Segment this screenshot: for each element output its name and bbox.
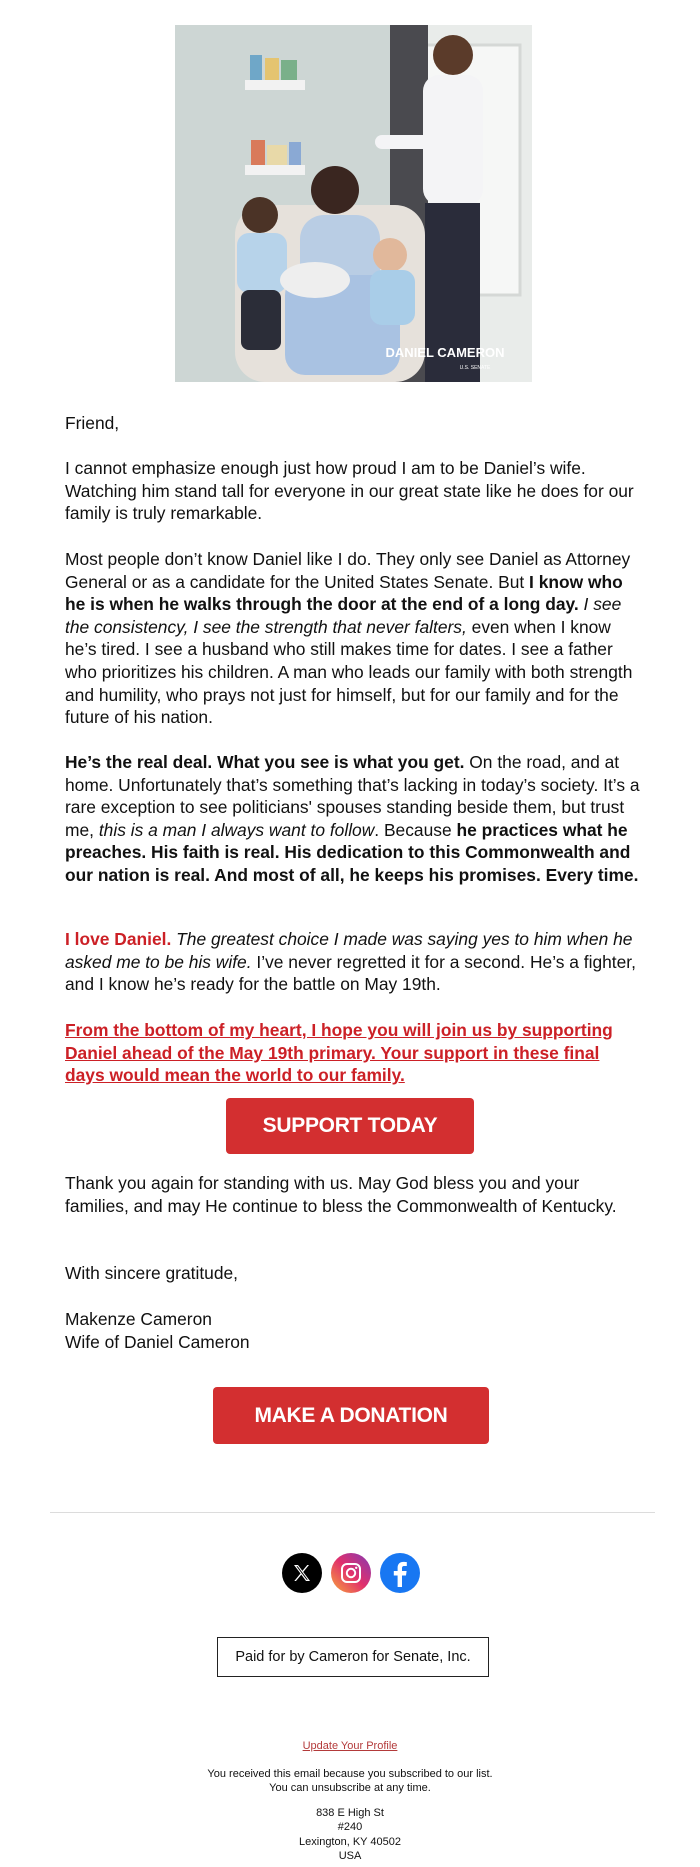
paid-for-disclaimer: Paid for by Cameron for Senate, Inc. — [217, 1637, 489, 1677]
paragraph-pride: I cannot emphasize enough just how proud I am to be Daniel’s wife. Watching him stand tall for everyone in our great state like he does for our family is truly remarkable. — [65, 458, 634, 524]
make-donation-button[interactable]: MAKE A DONATION — [213, 1387, 489, 1444]
p3-bold-2: he practices what he preaches. His faith is real. His dedication to this Commonwealth and our nation is real. And most of all, he keeps his promises. Every time. — [65, 819, 639, 885]
paragraph-real-deal — [65, 751, 640, 887]
address-line-4: USA — [338, 1850, 362, 1862]
instagram-icon[interactable] — [331, 1553, 371, 1593]
x-twitter-icon[interactable] — [282, 1553, 322, 1593]
support-link[interactable]: From the bottom of my heart, I hope you will join us by supporting Daniel ahead of the May 19th primary. Your support in these final days would mean the world to our family. — [65, 1020, 613, 1086]
p3-italic: this is a man I always want to follow — [98, 819, 375, 840]
paragraph-thank-you: Thank you again for standing with us. May God bless you and your families, and may He continue to bless the Commonwealth of Kentucky. — [65, 1173, 617, 1216]
p4-text: I’ve never regretted it for a second. He’s a fighter, and I know he’s ready for the battle on May 19th. — [65, 951, 636, 995]
greeting: Friend, — [65, 413, 120, 433]
photo-logo-sub: U.S. SENATE — [459, 365, 491, 371]
photo-logo-name: DANIEL CAMERON — [385, 345, 505, 360]
subscription-notice-2: You can unsubscribe at any time. — [269, 1782, 431, 1794]
p2-bold: I know who he is when he walks through the door at the end of a long day. — [65, 571, 623, 615]
p3-text-1: On the road, and at home. Unfortunately that’s something that’s lacking in today’s society. It’s a rare exception to see politicians' spouses standing beside them, but trust me, — [65, 752, 640, 840]
p4-red: I love Daniel. — [65, 929, 172, 949]
paragraph-support-link-wrap — [65, 1019, 640, 1087]
address-line-2: #240 — [337, 1821, 363, 1833]
family-photo — [175, 25, 532, 382]
facebook-logo-icon — [388, 1559, 412, 1587]
address-line-1: 838 E High St — [316, 1807, 384, 1819]
subscription-notice-1: You received this email because you subscribed to our list. — [207, 1768, 493, 1780]
p3-text-2: . Because — [374, 819, 457, 840]
p3-bold-1: He’s the real deal. What you see is what you get. — [65, 752, 465, 772]
family-photo-illustration — [175, 25, 532, 382]
x-logo-icon — [292, 1563, 312, 1583]
instagram-logo-icon — [339, 1561, 363, 1585]
footer-divider — [50, 1512, 655, 1513]
update-profile-link[interactable]: Update Your Profile — [302, 1740, 398, 1752]
p2-italic: I see the consistency, I see the strength that never falters, — [65, 594, 622, 637]
footer-update-wrap — [0, 1739, 700, 1754]
facebook-icon[interactable] — [380, 1553, 420, 1593]
p2-text-1: Most people don’t know Daniel like I do. They only see Daniel as Attorney General or as a candidate for the United States Senate. But — [65, 549, 631, 592]
closing: With sincere gratitude, — [65, 1263, 239, 1283]
signature-name: Makenze Cameron — [65, 1309, 212, 1329]
address-line-3: Lexington, KY 40502 — [299, 1836, 401, 1848]
signature-title: Wife of Daniel Cameron — [65, 1332, 250, 1352]
paragraph-love-daniel — [65, 928, 640, 996]
p2-text-2: even when I know he’s tired. I see a husband who still makes time for dates. I see a father who prioritizes his children. A man who leads our family with both strength and humility, who prays not just for himself, but for our family and for the future of his nation. — [65, 616, 633, 728]
paragraph-know-daniel — [65, 548, 640, 729]
p4-italic: The greatest choice I made was saying yes to him when he asked me to be his wife. — [65, 929, 633, 972]
support-today-button[interactable]: SUPPORT TODAY — [226, 1098, 474, 1154]
